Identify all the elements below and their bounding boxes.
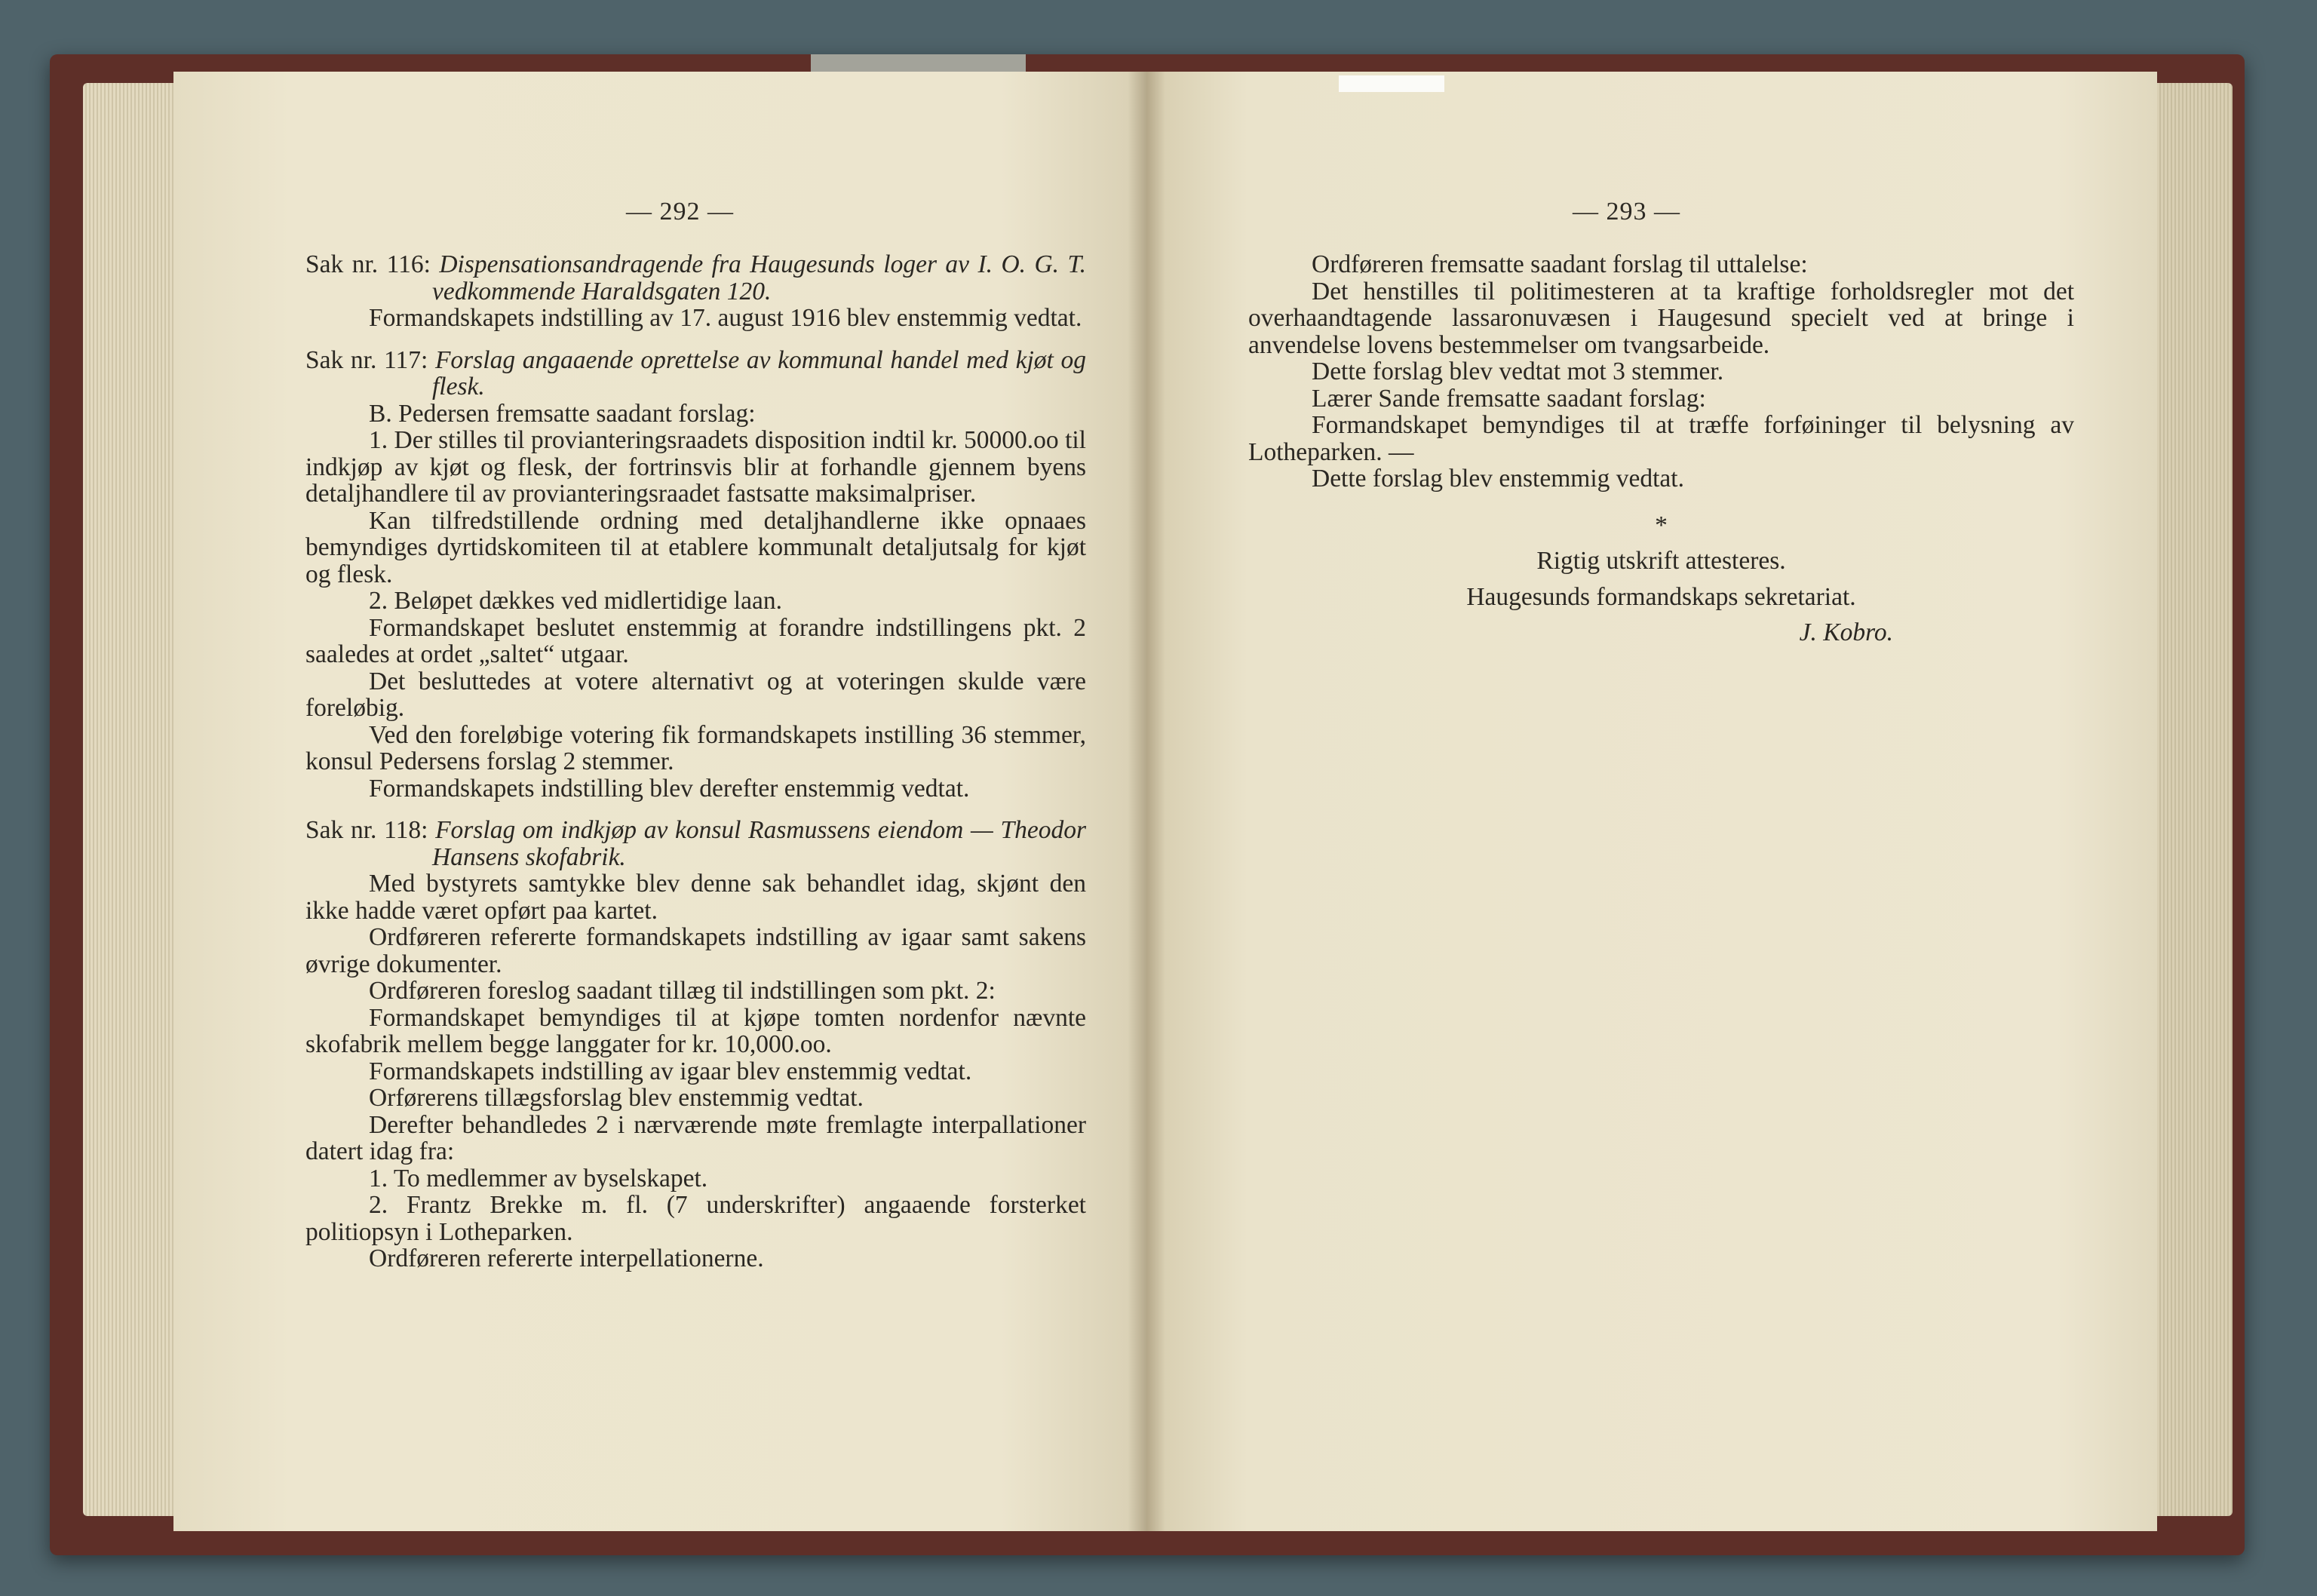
paragraph: Formandskapet bemyndiges til at træffe forføininger til belysning av Lotheparken. — (1248, 411, 2074, 466)
paragraph: Formandskapet beslutet enstemmig at forandre indstillingens pkt. 2 saaledes at ordet „saltet“ utgaar. (305, 613, 1086, 668)
book-gutter (1128, 72, 1165, 1531)
right-page-text (1248, 251, 2074, 646)
signature: J. Kobro. (1799, 618, 1893, 646)
case-title: Forslag om indkjøp av konsul Rasmussens eiendom — Theodor Hansens skofabrik. (432, 816, 1086, 871)
page-edges-right (2150, 83, 2233, 1516)
left-page-text (305, 251, 1086, 1272)
paragraph: Ordføreren refererte interpellationerne. (369, 1245, 764, 1272)
case-heading (305, 347, 1086, 401)
paragraph: Formandskapet bemyndiges til at kjøpe tomten nordenfor nævnte skofabrik mellem begge langgater for kr. 10,000.oo. (305, 1003, 1086, 1058)
paragraph: 1. To medlemmer av byselskapet. (369, 1164, 708, 1192)
case-title: Forslag angaaende oprettelse av kommunal handel med kjøt og flesk. (432, 345, 1087, 401)
centered-line: Rigtig utskrift attesteres. (1536, 547, 1786, 575)
archive-label (1339, 75, 1444, 92)
case-title: Dispensationsandragende fra Haugesunds loger av I. O. G. T. vedkommende Haraldsgaten 120. (432, 250, 1087, 305)
paragraph: Dette forslag blev enstemmig vedtat. (1312, 465, 1684, 493)
paragraph: Orførerens tillægsforslag blev enstemmig vedtat. (369, 1084, 864, 1112)
paragraph: Ordføreren fremsatte saadant forslag til uttalelse: (1312, 250, 1808, 278)
paragraph: Det henstilles til politimesteren at ta kraftige forholdsregler mot det overhaandtagende lassaronuvæsen i Haugesund specielt ved at bringe i anvendelse lovens bestemmelser om tvangsarbeide. (1248, 277, 2074, 359)
case-number: Sak nr. 117: (305, 345, 428, 374)
paragraph: Formandskapets indstilling blev derefter enstemmig vedtat. (369, 774, 970, 803)
paragraph: Ordføreren foreslog saadant tillæg til indstillingen som pkt. 2: (369, 977, 996, 1005)
paragraph: 2. Beløpet dækkes ved midlertidige laan. (369, 587, 782, 615)
right-page-number: — 293 — (1573, 198, 1680, 226)
paragraph: Dette forslag blev vedtat mot 3 stemmer. (1312, 358, 1724, 385)
paragraph: Derefter behandledes 2 i nærværende møte fremlagte interpallationer datert idag fra: (305, 1110, 1086, 1165)
centered-line: Haugesunds formandskaps sekretariat. (1466, 582, 1856, 611)
paragraph: Med bystyrets samtykke blev denne sak behandlet idag, skjønt den ikke hadde været opført paa kartet. (305, 870, 1086, 925)
paragraph: B. Pedersen fremsatte saadant forslag: (369, 399, 756, 428)
paragraph: Det besluttedes at votere alternativt og at voteringen skulde være foreløbig. (305, 667, 1086, 722)
paragraph: Kan tilfredstillende ordning med detaljhandlerne ikke opnaaes bemyndiges dyrtidskomiteen til at etablere kommunalt detaljutsalg for kjøt og flesk. (305, 506, 1086, 588)
case-heading (305, 817, 1086, 870)
paragraph: Formandskapets indstilling av 17. august 1916 blev enstemmig vedtat. (369, 304, 1082, 332)
centered-line: * (1655, 511, 1668, 539)
case-heading (305, 251, 1086, 305)
paragraph: Ved den foreløbige votering fik formandskapets instilling 36 stemmer, konsul Pedersens forslag 2 stemmer. (305, 720, 1086, 775)
paragraph: Formandskapets indstilling av igaar blev enstemmig vedtat. (369, 1057, 972, 1085)
case-number: Sak nr. 116: (305, 250, 431, 278)
case-number: Sak nr. 118: (305, 816, 428, 844)
paragraph: 1. Der stilles til provianteringsraadets disposition indtil kr. 50000.oo til indkjøp av kjøt og flesk, der fortrinsvis blir at forhandle gjennem byens detaljhandlere til av provianteringsraadet fastsatte maksimalpriser. (305, 426, 1086, 508)
paragraph: Lærer Sande fremsatte saadant forslag: (1312, 384, 1706, 413)
page-edges-left (83, 83, 181, 1516)
left-page-number: — 292 — (626, 198, 734, 226)
paragraph: 2. Frantz Brekke m. fl. (7 underskrifter) angaaende forsterket politiopsyn i Lotheparken. (305, 1191, 1086, 1246)
paragraph: Ordføreren refererte formandskapets indstilling av igaar samt sakens øvrige dokumenter. (305, 923, 1086, 978)
